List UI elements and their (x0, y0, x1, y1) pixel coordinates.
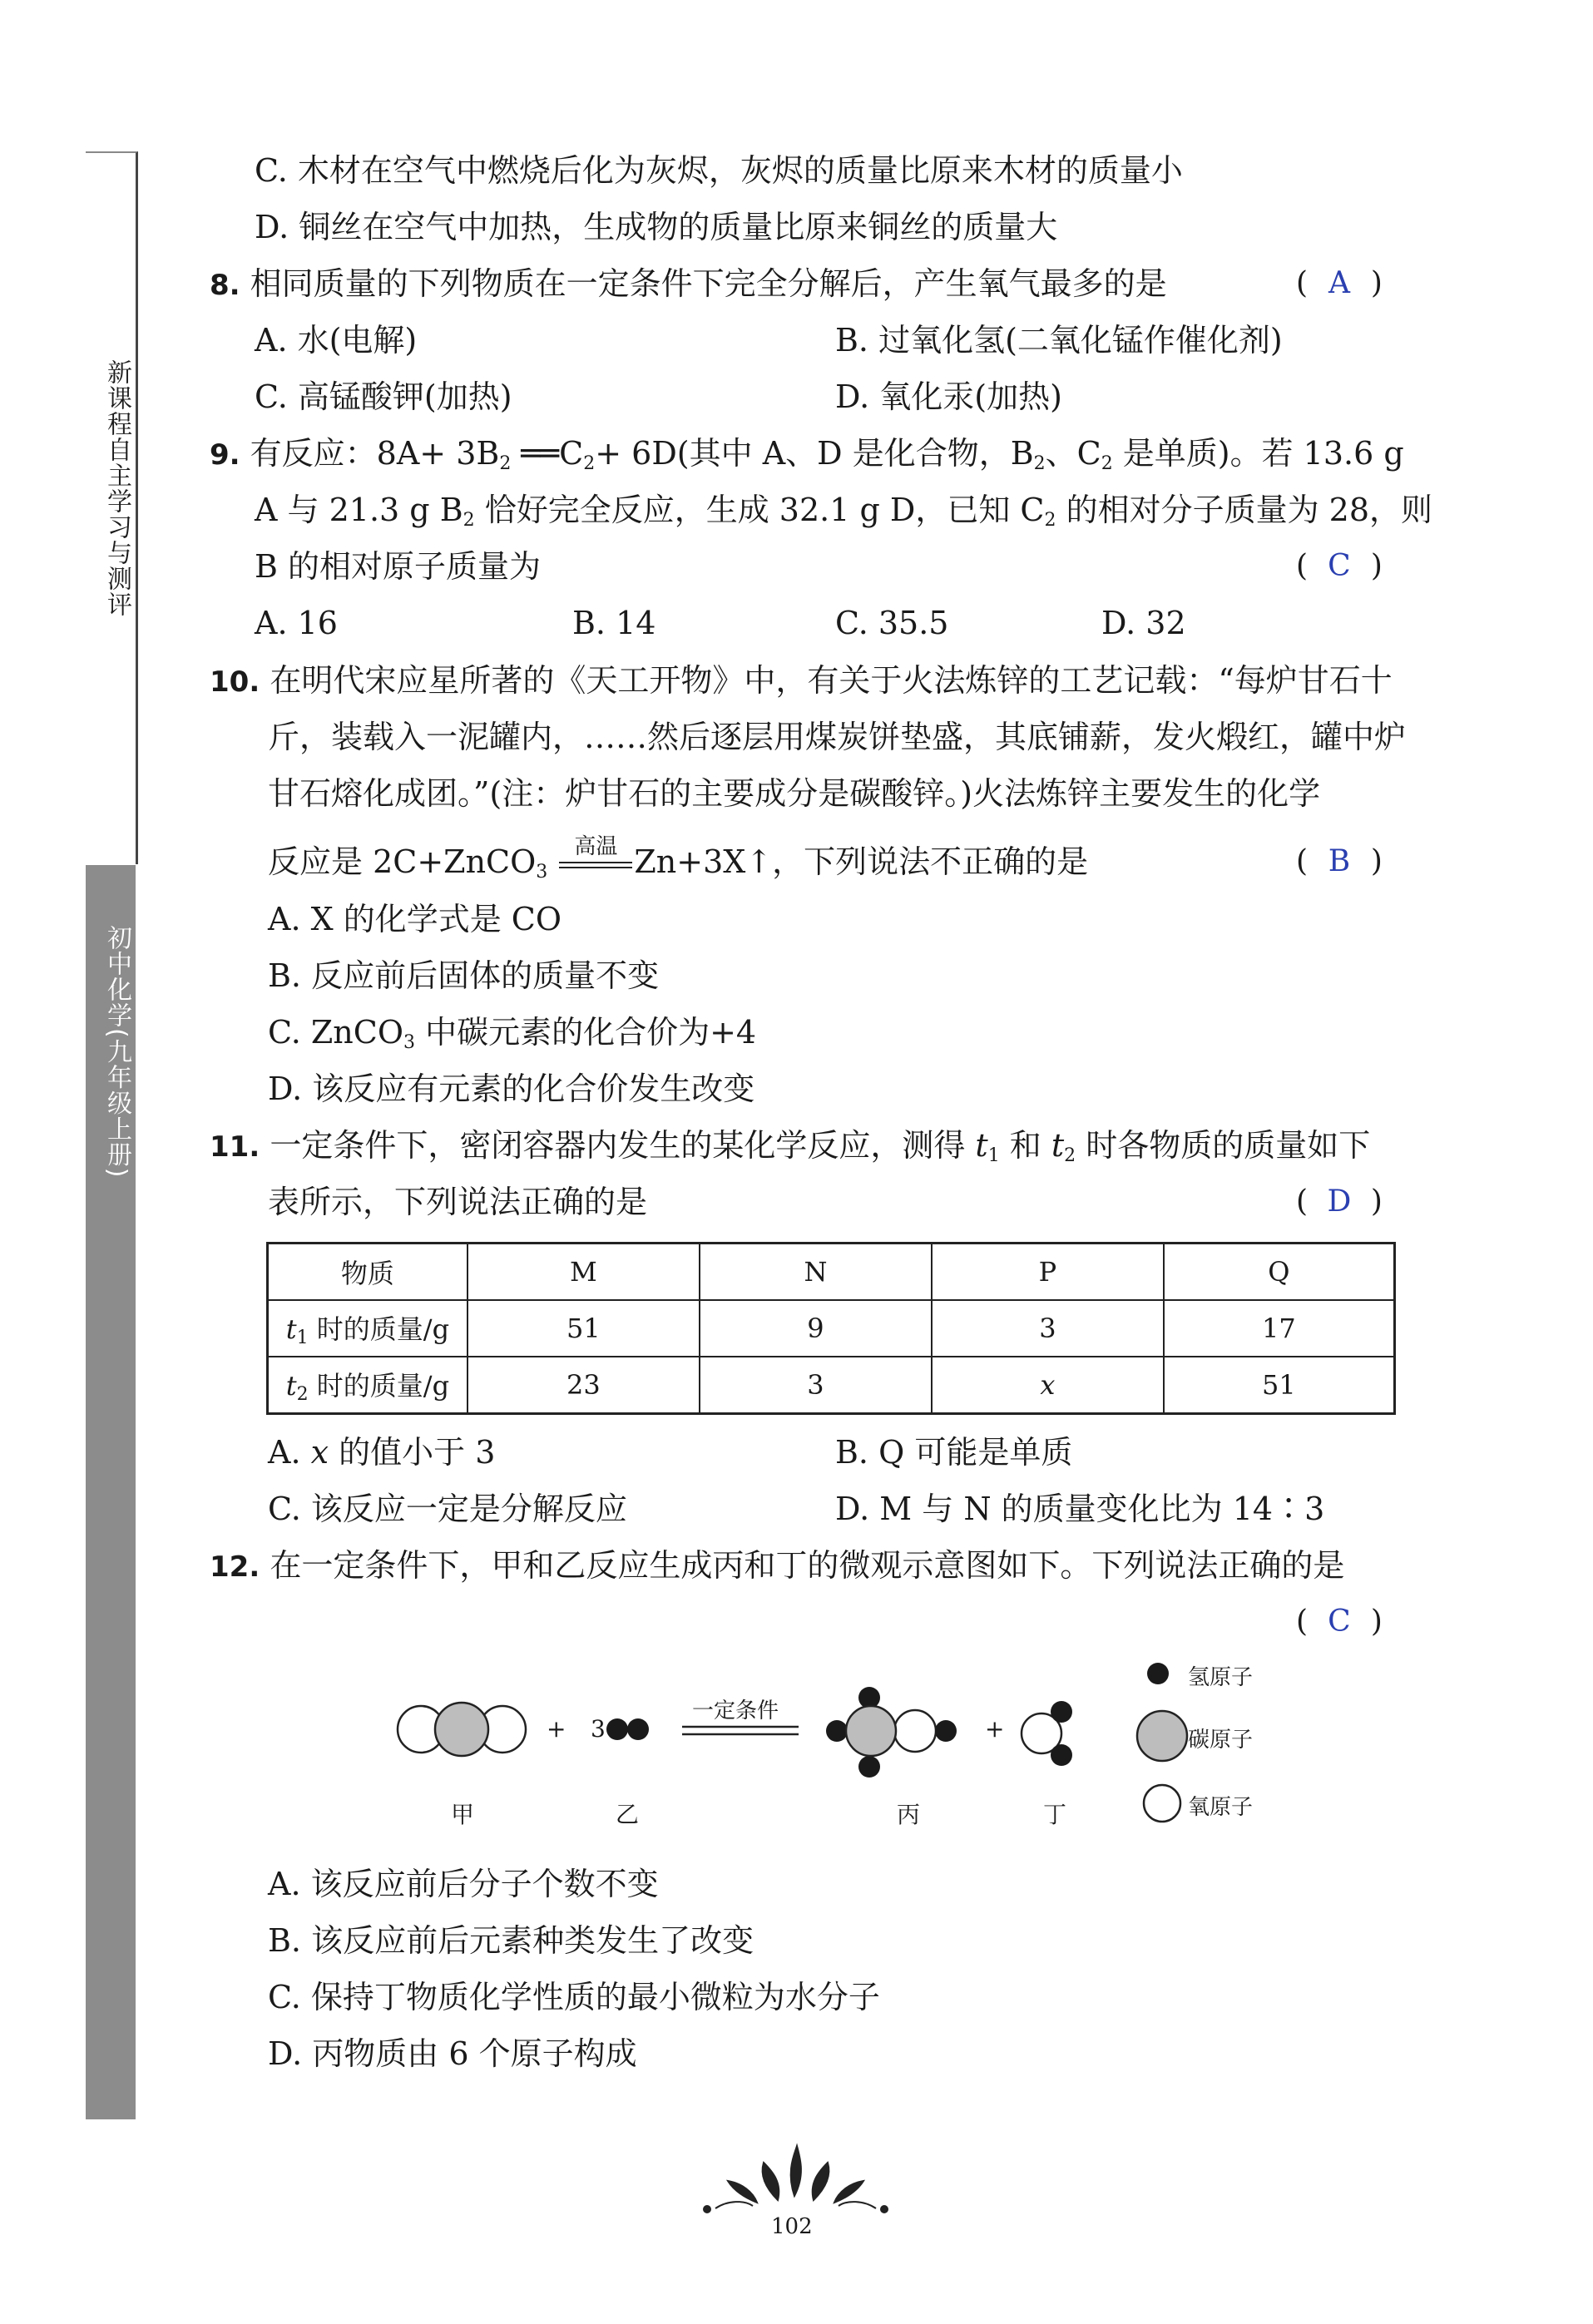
legend-carbon-icon (1137, 1711, 1187, 1761)
q7-option-c: C. 木材在空气中燃烧后化为灰烬，灰烬的质量比原来木材的质量小 (255, 152, 1183, 189)
plus-sign: + (985, 1715, 1005, 1743)
q12-option-a: A. 该反应前后分子个数不变 (268, 1866, 659, 1902)
q12-number: 12. (210, 1550, 260, 1584)
hydrogen-atom (627, 1718, 649, 1740)
q8-option-b: B. 过氧化氢(二氧化锰作催化剂) (835, 322, 1283, 358)
q9-stem-line2: A 与 21.3 g $B_2$ 恰好完全反应，生成 32.1 g D，已知 $C_2$ 的相对分子质量为 28，则 (255, 492, 1433, 531)
q8-option-d: D. 氧化汞(加热) (835, 378, 1062, 415)
q11-number: 11. (210, 1130, 260, 1164)
q8-option-a: A. 水(电解) (255, 322, 418, 358)
q10-number: 10. (210, 665, 260, 699)
q9-stem-line1: 9. 有反应：$8A+ 3B_2$ $══C_2+ 6D$(其中 A、D 是化合物，$B_2$、$C_2$ 是单质)。若 13.6 g (210, 435, 1404, 474)
label-bing: 丙 (897, 1801, 921, 1828)
q12-option-b: B. 该反应前后元素种类发生了改变 (268, 1922, 754, 1959)
table-header: P (932, 1244, 1164, 1301)
legend-hydrogen-icon (1147, 1663, 1169, 1684)
label-ding: 丁 (1043, 1801, 1067, 1828)
q11-answer-letter: D (1327, 1184, 1352, 1219)
q9-option-c: C. 35.5 (835, 605, 949, 641)
q10-stem-line1: 10. 在明代宋应星所著的《天工开物》中，有关于火法炼锌的工艺记载：“每炉甘石十 (210, 662, 1393, 699)
q8-number: 8. (210, 269, 240, 302)
hydrogen-atom (606, 1718, 628, 1740)
q12-answer-letter: C (1328, 1605, 1351, 1639)
table-header: M (468, 1244, 700, 1301)
label-yi: 乙 (616, 1801, 640, 1828)
q11-option-c: C. 该反应一定是分解反应 (268, 1491, 627, 1527)
footer-ornament-icon (704, 2146, 888, 2213)
sidebar-subject-title: 初中化学(九年级上册) (102, 925, 131, 1179)
q9-option-d: D. 32 (1101, 605, 1186, 641)
q8-stem-text: 相同质量的下列物质在一定条件下完全分解后，产生氧气最多的是 (250, 265, 1167, 302)
q10-option-b: B. 反应前后固体的质量不变 (268, 957, 660, 994)
q10-stem-line2: 斤，装载入一泥罐内，……然后逐层用煤炭饼垫盛，其底铺薪，发火煅红，罐中炉 (268, 719, 1407, 755)
carbon-atom (846, 1706, 896, 1756)
table-header: Q (1164, 1244, 1395, 1301)
q12-option-c: C. 保持丁物质化学性质的最小微粒为水分子 (268, 1979, 880, 2015)
q10-stem-line3: 甘石熔化成团。”(注：炉甘石的主要成分是碳酸锌。)火法炼锌主要发生的化学 (268, 775, 1321, 812)
q12-option-d: D. 丙物质由 6 个原子构成 (268, 2035, 637, 2072)
q9-answer: ( C ) (1296, 547, 1383, 586)
table-cell: 3 (700, 1357, 932, 1414)
table-cell: 17 (1164, 1300, 1395, 1357)
q11-answer: ( D ) (1296, 1183, 1383, 1221)
table-cell: 3 (932, 1300, 1164, 1357)
legend-carbon-label: 碳原子 (1188, 1728, 1254, 1753)
reaction-condition-arrow: 高温 (557, 843, 634, 881)
q12-answer: ( C ) (1296, 1603, 1383, 1641)
q11-option-a: A. x 的值小于 3 (268, 1434, 496, 1471)
hydrogen-atom (1051, 1701, 1072, 1723)
q8-answer-letter: A (1328, 266, 1350, 300)
table-header: N (700, 1244, 932, 1301)
page-number: 102 (771, 2214, 813, 2239)
q8-option-c: C. 高锰酸钾(加热) (255, 378, 512, 415)
q11-option-d: D. M 与 N 的质量变化比为 14∶3 (835, 1491, 1325, 1527)
q9-number: 9. (210, 438, 240, 472)
q7-option-d: D. 铜丝在空气中加热，生成物的质量比原来铜丝的质量大 (255, 209, 1058, 245)
legend-oxygen-label: 氧原子 (1188, 1795, 1254, 1820)
table-cell: 51 (468, 1300, 700, 1357)
q8-answer: ( A ) (1296, 265, 1383, 303)
q10-answer: ( B ) (1296, 843, 1383, 881)
q9-option-a: A. 16 (255, 605, 338, 641)
plus-sign: + (547, 1715, 566, 1743)
q9-stem-line3: B 的相对原子质量为 (255, 548, 542, 585)
q11-stem-line2: 表所示，下列说法正确的是 (268, 1184, 648, 1220)
q10-stem-line4: 反应是 2C+ZnCO$_3$ 高温 Zn+3X↑，下列说法不正确的是 (268, 834, 1089, 883)
oxygen-atom (894, 1710, 936, 1752)
coefficient-three: 3 (591, 1715, 606, 1743)
q11-stem-line1: 11. 一定条件下，密闭容器内发生的某化学反应，测得 $t_1$ 和 $t_2$ 时各物质的质量如下 (210, 1127, 1371, 1166)
q9-answer-letter: C (1328, 549, 1351, 583)
sidebar-book-title: 新课程自主学习与测评 (102, 359, 131, 617)
legend-oxygen-icon (1144, 1785, 1180, 1822)
q10-option-c: C. ZnCO$_3$ 中碳元素的化合价为+4 (268, 1014, 757, 1053)
table-row-label: $t_2$ 时的质量/g (268, 1357, 468, 1414)
q10-option-a: A. X 的化学式是 CO (268, 901, 562, 937)
hydrogen-atom (935, 1720, 957, 1742)
q10-option-d: D. 该反应有元素的化合价发生改变 (268, 1071, 755, 1107)
table-cell: 51 (1164, 1357, 1395, 1414)
table-row-label: $t_1$ 时的质量/g (268, 1300, 468, 1357)
hydrogen-atom (858, 1756, 880, 1778)
label-jia: 甲 (451, 1801, 475, 1828)
table-cell: 9 (700, 1300, 932, 1357)
hydrogen-atom (1051, 1744, 1072, 1766)
table-header: 物质 (268, 1244, 468, 1301)
q10-answer-letter: B (1328, 844, 1351, 878)
q12-stem: 12. 在一定条件下，甲和乙反应生成丙和丁的微观示意图如下。下列说法正确的是 (210, 1547, 1345, 1584)
legend-hydrogen-label: 氢原子 (1188, 1665, 1254, 1690)
q9-option-b: B. 14 (572, 605, 656, 641)
table-cell: x (932, 1357, 1164, 1414)
hydrogen-atom (826, 1720, 848, 1742)
carbon-atom (435, 1703, 488, 1756)
table-cell: 23 (468, 1357, 700, 1414)
q11-option-b: B. Q 可能是单质 (835, 1434, 1073, 1471)
reaction-condition: 一定条件 (692, 1698, 779, 1723)
